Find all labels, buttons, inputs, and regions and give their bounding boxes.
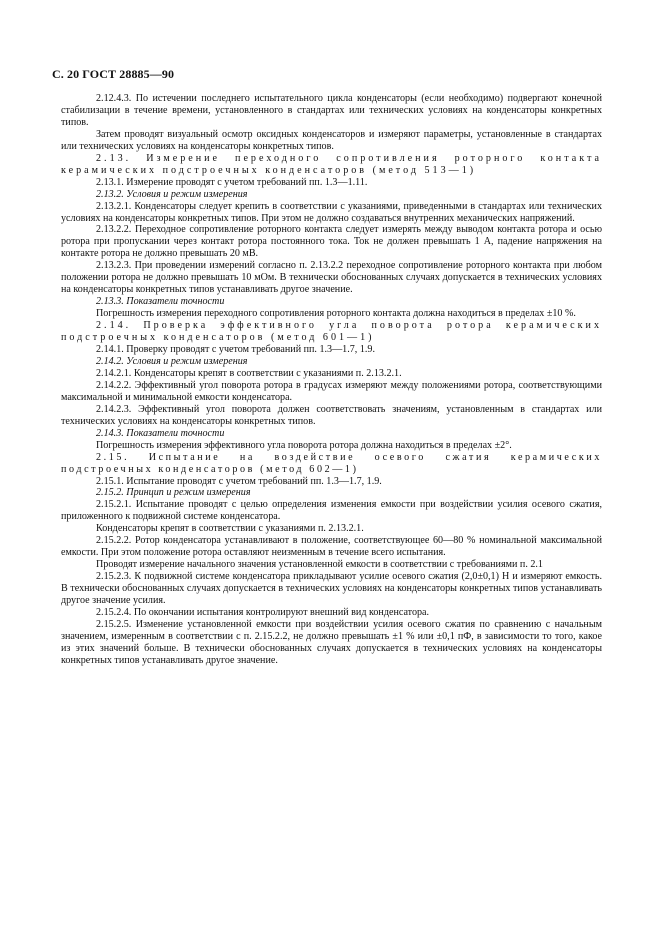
paragraph: 2.15.2.3. К подвижной системе конденсатора прикладывают усилие осевого сжатия (2,0±0,1) Н и измеряют емкость. В технически обоснованных случаях допускается в технических условиях на конденсаторы конкретных типов устанавливать другое значение усилия.	[61, 571, 602, 607]
paragraph: 2.13.2.3. При проведении измерений согласно п. 2.13.2.2 переходное сопротивление роторного контакта при любом положении ротора не должно превышать 10 мОм. В технически обоснованных случаях допускается в технических условиях на конденсаторы конкретных типов устанавливать другое значение.	[61, 260, 602, 296]
paragraph: 2.14.1. Проверку проводят с учетом требований пп. 1.3—1.7, 1.9.	[96, 344, 375, 356]
page-header: С. 20 ГОСТ 28885—90	[52, 67, 175, 81]
paragraph: 2.13.2.2. Переходное сопротивление роторного контакта следует измерять между выводом контакта ротора и осью ротора при пропускании через контакт ротора постоянного тока. Ток не должен превышать 1 А, падение напряжения на контакте ротора не должно превышать 20 мВ.	[61, 224, 602, 260]
subsection-heading: 2.13.2. Условия и режим измерения	[96, 188, 248, 200]
section-heading: 2.13. Измерение переходного сопротивления роторного контакта керамических подстроечных конденсаторов (метод 513—1)	[61, 152, 602, 176]
paragraph: 2.13.2.1. Конденсаторы следует крепить в соответствии с указаниями, приведенными в стандартах или технических условиях на конденсаторы конкретных типов. При этом не должно создаваться внутренних механических напряжений.	[61, 200, 602, 224]
paragraph: Погрешность измерения эффективного угла поворота ротора должна находиться в пределах ±2°.	[96, 439, 512, 451]
section-heading: 2.15. Испытание на воздействие осевого сжатия керамических подстроечных конденсаторов (метод 602—1)	[61, 451, 602, 475]
section-heading: 2.14. Проверка эффективного угла поворота ротора керамических подстроечных конденсаторов (метод 601—1)	[61, 320, 602, 344]
paragraph: 2.15.1. Испытание проводят с учетом требований пп. 1.3—1.7, 1.9.	[96, 475, 382, 487]
paragraph: 2.15.2.2. Ротор конденсатора устанавливают в положение, соответствующее 60—80 % номинальной максимальной емкости. При этом положение ротора оставляют неизменным в течение всего испытания.	[61, 535, 602, 559]
paragraph: Погрешность измерения переходного сопротивления роторного контакта должна находиться в пределах ±10 %.	[96, 308, 576, 320]
subsection-heading: 2.14.2. Условия и режим измерения	[96, 355, 248, 367]
paragraph: 2.15.2.5. Изменение установленной емкости при воздействии усилия осевого сжатия по сравнению с начальным значением, измеренным в соответствии с п. 2.15.2.2, не должно превышать ±1 % или ±0,1 пФ, в зависимости то того, какое из этих значений больше. В технически обоснованных случаях допускается в технических условиях на конденсаторы конкретных типов устанавливать другое значение.	[61, 618, 602, 666]
document-body	[61, 93, 602, 667]
paragraph: 2.14.2.2. Эффективный угол поворота ротора в градусах измеряют между положениями ротора, соответствующими максимальной и минимальной емкости конденсатора.	[61, 379, 602, 403]
paragraph: 2.15.2.4. По окончании испытания контролируют внешний вид конденсатора.	[96, 606, 430, 618]
paragraph: Конденсаторы крепят в соответствии с указаниями п. 2.13.2.1.	[96, 523, 364, 535]
paragraph: 2.12.4.3. По истечении последнего испытательного цикла конденсаторы (если необходимо) подвергают конечной стабилизации в течение времени, установленного в стандартах или технических условиях на конденсаторы конкретных типов.	[61, 93, 602, 128]
subsection-heading: 2.13.3. Показатели точности	[96, 296, 225, 308]
paragraph: 2.14.2.3. Эффективный угол поворота должен соответствовать значениям, установленным в стандартах или технических условиях на конденсаторы конкретных типов.	[61, 403, 602, 427]
paragraph: 2.15.2.1. Испытание проводят с целью определения изменения емкости при воздействии усилия осевого сжатия, приложенного к подвижной системе конденсатора.	[61, 499, 602, 523]
subsection-heading: 2.15.2. Принцип и режим измерения	[96, 487, 251, 499]
paragraph: Затем проводят визуальный осмотр оксидных конденсаторов и измеряют параметры, установленные в стандартах или технических условиях на конденсаторы конкретных типов.	[61, 128, 602, 152]
paragraph: Проводят измерение начального значения установленной емкости в соответствии с требованиями п. 2.1	[96, 559, 543, 571]
subsection-heading: 2.14.3. Показатели точности	[96, 427, 225, 439]
paragraph: 2.13.1. Измерение проводят с учетом требований пп. 1.3—1.11.	[96, 176, 368, 188]
paragraph: 2.14.2.1. Конденсаторы крепят в соответствии с указаниями п. 2.13.2.1.	[96, 367, 402, 379]
